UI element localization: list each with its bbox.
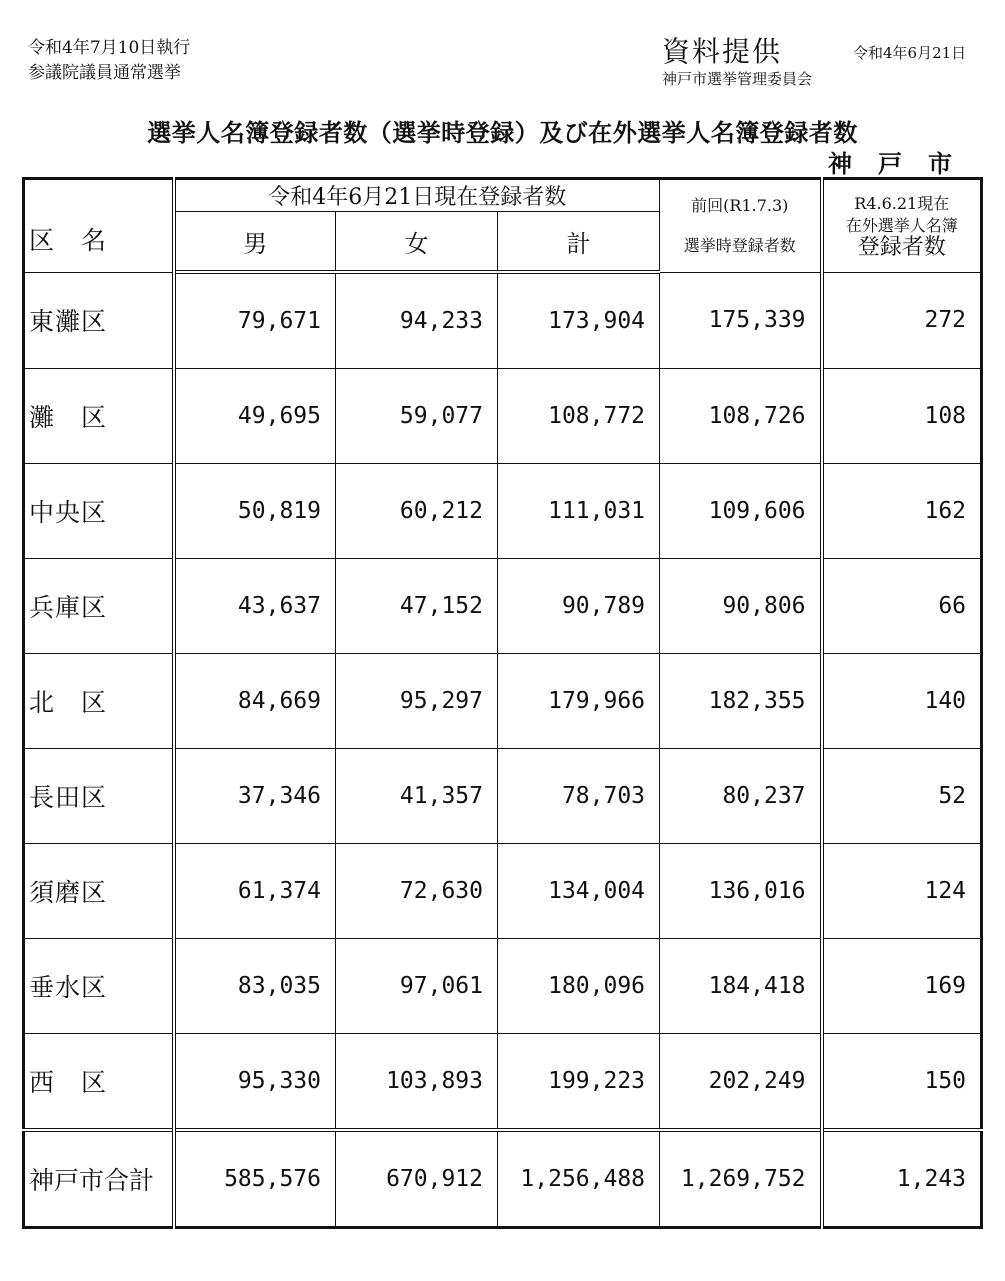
total-male-count: 585,576 [174,1130,336,1228]
female-count: 59,077 [336,369,498,464]
overseas-count: 162 [822,464,982,559]
header-female: 女 [336,212,498,273]
total-overseas-count: 1,243 [822,1130,982,1228]
female-count: 72,630 [336,844,498,939]
male-count: 83,035 [174,939,336,1034]
header-overseas-line1: R4.6.21現在 [854,193,950,213]
overseas-count: 108 [822,369,982,464]
total-count: 134,004 [498,844,660,939]
total-female-count: 670,912 [336,1130,498,1228]
female-count: 95,297 [336,654,498,749]
table-row [24,749,982,844]
male-count: 61,374 [174,844,336,939]
issue-date: 令和4年6月21日 [853,44,967,62]
overseas-count: 150 [822,1034,982,1131]
female-count: 60,212 [336,464,498,559]
previous-count: 182,355 [660,654,822,749]
ward-name: 垂水区 [24,939,174,1034]
male-count: 37,346 [174,749,336,844]
header-current-registration: 令和4年6月21日現在登録者数 [174,179,660,212]
header-ward: 区 名 [24,179,174,273]
ward-name: 西 区 [24,1034,174,1131]
registration-table [22,177,983,1229]
previous-count: 90,806 [660,559,822,654]
overseas-count: 66 [822,559,982,654]
election-info [28,36,190,86]
previous-count: 202,249 [660,1034,822,1131]
total-count: 90,789 [498,559,660,654]
male-count: 84,669 [174,654,336,749]
previous-count: 136,016 [660,844,822,939]
female-count: 41,357 [336,749,498,844]
ward-name: 長田区 [24,749,174,844]
total-count: 108,772 [498,369,660,464]
male-count: 49,695 [174,369,336,464]
previous-count: 109,606 [660,464,822,559]
ward-name: 灘 区 [24,369,174,464]
total-label: 神戸市合計 [24,1130,174,1228]
total-count: 199,223 [498,1034,660,1131]
total-previous-count: 1,269,752 [660,1130,822,1228]
previous-count: 184,418 [660,939,822,1034]
male-count: 95,330 [174,1034,336,1131]
election-name: 参議院議員通常選挙 [28,63,181,83]
header-overseas-line2: 在外選挙人名簿 [845,215,958,235]
previous-count: 108,726 [660,369,822,464]
table-row [24,272,982,369]
header-previous-line1: 前回(R1.7.3) [691,195,789,215]
overseas-count: 124 [822,844,982,939]
total-count: 111,031 [498,464,660,559]
ward-name: 兵庫区 [24,559,174,654]
ward-name: 北 区 [24,654,174,749]
total-count: 173,904 [498,272,660,369]
header-previous [660,179,822,273]
city-name: 神戸市 [828,150,978,178]
male-count: 50,819 [174,464,336,559]
previous-count: 175,339 [660,272,822,369]
grand-total-count: 1,256,488 [498,1130,660,1228]
header-previous-line2: 選挙時登録者数 [683,235,796,255]
issuing-organization: 神戸市選挙管理委員会 [662,70,813,88]
total-row [24,1130,982,1228]
document-title: 選挙人名簿登録者数（選挙時登録）及び在外選挙人名簿登録者数 [147,119,858,147]
female-count: 103,893 [336,1034,498,1131]
male-count: 79,671 [174,272,336,369]
previous-count: 80,237 [660,749,822,844]
female-count: 94,233 [336,272,498,369]
header-male: 男 [174,212,336,273]
overseas-count: 140 [822,654,982,749]
total-count: 180,096 [498,939,660,1034]
header-overseas [822,179,982,273]
table-row [24,1034,982,1131]
total-count: 179,966 [498,654,660,749]
header-total: 計 [498,212,660,273]
header-overseas-line3: 登録者数 [857,234,946,260]
total-count: 78,703 [498,749,660,844]
table-row [24,654,982,749]
table-row [24,939,982,1034]
table-row [24,464,982,559]
ward-name: 中央区 [24,464,174,559]
table-row [24,369,982,464]
overseas-count: 169 [822,939,982,1034]
male-count: 43,637 [174,559,336,654]
overseas-count: 52 [822,749,982,844]
ward-name: 須磨区 [24,844,174,939]
female-count: 47,152 [336,559,498,654]
table-row [24,559,982,654]
table-row [24,844,982,939]
ward-name: 東灘区 [24,272,174,369]
document-type-label: 資料提供 [662,35,783,68]
female-count: 97,061 [336,939,498,1034]
overseas-count: 272 [822,272,982,369]
election-date: 令和4年7月10日執行 [28,38,191,58]
